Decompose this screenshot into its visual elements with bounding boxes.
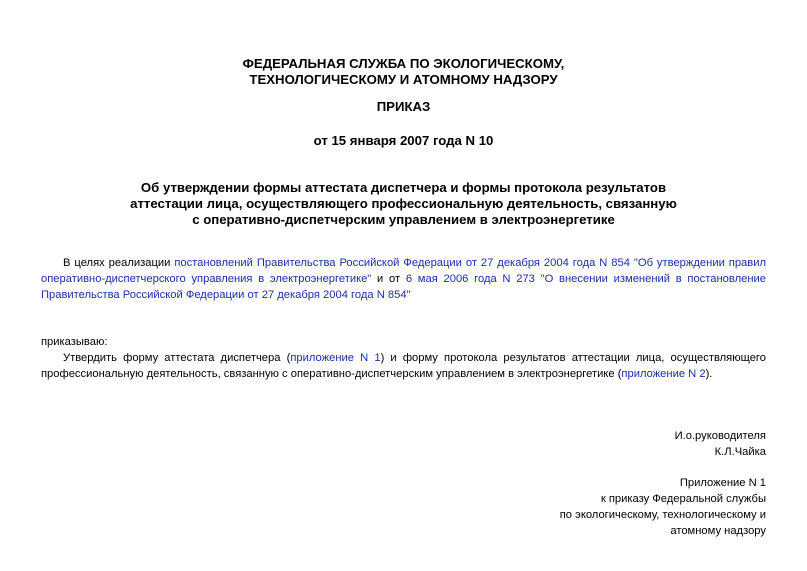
appendix-header (560, 475, 766, 539)
appendix-2-link[interactable]: приложение N 2 (621, 368, 706, 380)
signature-name: К.Л.Чайка (714, 446, 766, 458)
appendix-line1: Приложение N 1 (679, 477, 766, 489)
doc-date: от 15 января 2007 года N 10 (313, 133, 494, 148)
appendix-1-link[interactable]: приложение N 1 (290, 352, 381, 364)
doc-title-line3: с оперативно-диспетчерским управлением в электроэнергетике (192, 212, 615, 227)
order-paragraph (41, 350, 766, 382)
appendix-line4: атомному надзору (670, 525, 766, 537)
doc-title (0, 180, 807, 228)
signature-block (675, 428, 766, 460)
order-text-c: ). (705, 368, 713, 380)
org-name-line2: ТЕХНОЛОГИЧЕСКОМУ И АТОМНОМУ НАДЗОРУ (249, 72, 558, 87)
preamble-intro: В целях реализации (63, 257, 175, 269)
org-name-line1: ФЕДЕРАЛЬНАЯ СЛУЖБА ПО ЭКОЛОГИЧЕСКОМУ, (242, 56, 565, 71)
doc-type: ПРИКАЗ (376, 99, 431, 114)
signature-position: И.о.руководителя (674, 430, 766, 442)
order-text-a: Утвердить форму аттестата диспетчера ( (63, 352, 291, 364)
order-verb: приказываю: (41, 336, 108, 348)
order-text-b: ) и форму протокола результатов аттестации лица, осуществляющего профессиональную деятельность, связанную с оперативно-диспетчерским управлением в электроэнергетике ( (41, 352, 766, 380)
decree-273-link[interactable]: 6 мая 2006 года N 273 "О внесении изменений в постановление Правительства Российской Федерации от 27 декабря 2004 года N 854" (41, 273, 766, 301)
appendix-line2: к приказу Федеральной службы (600, 493, 766, 505)
doc-title-line1: Об утверждении формы аттестата диспетчера и формы протокола результатов (140, 180, 667, 195)
preamble-middle: и от (371, 273, 406, 285)
org-name (0, 56, 807, 88)
doc-title-line2: аттестации лица, осуществляющего профессиональную деятельность, связанную (130, 196, 677, 211)
decree-854-link[interactable]: постановлений Правительства Российской Федерации от 27 декабря 2004 года N 854 "Об утверждении правил оперативно-диспетчерского управления в электроэнергетике" (41, 257, 766, 285)
preamble-paragraph (41, 255, 766, 303)
appendix-line3: по экологическому, технологическому и (559, 509, 766, 521)
